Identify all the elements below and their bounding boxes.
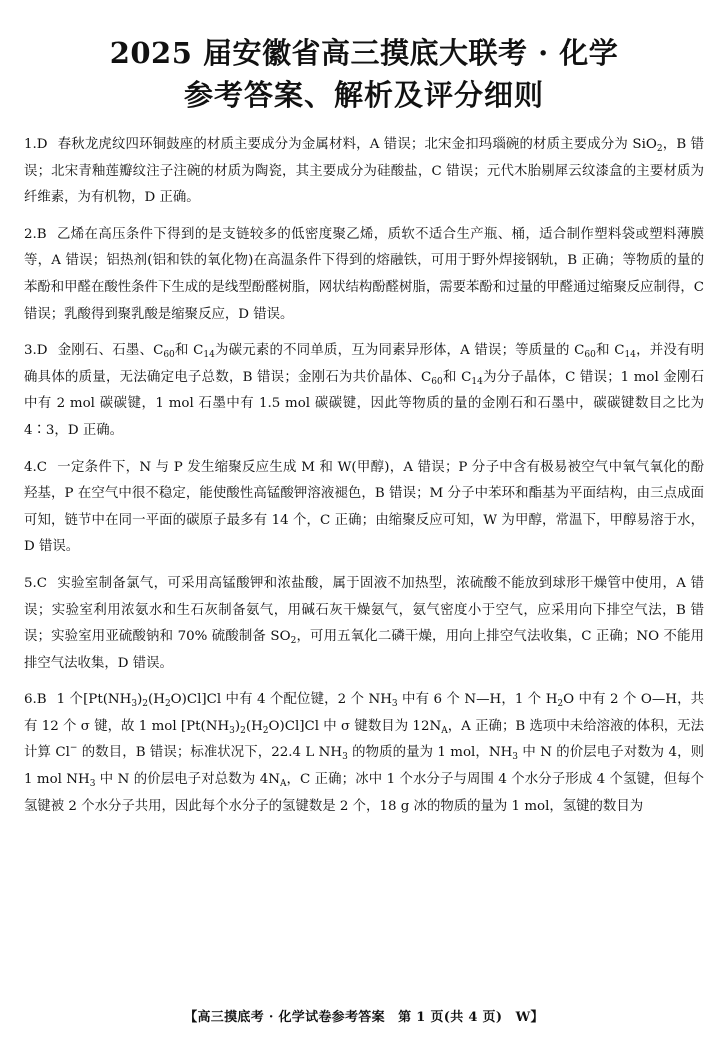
page-footer: 【高三摸底考 · 化学试卷参考答案 第 1 页(共 4 页) W】 [184, 1010, 544, 1025]
answer-item-5: 5.C 实验室制备氯气，可采用高锰酸钾和浓盐酸，属于固液不加热型，浓硫酸不能放到球形干燥管中使用，A 错误；实验室利用浓氨水和生石灰制备氨气，用碱石灰干燥氨气，氨气密度小于空气，应采用向下排空气法，B 错误；实验室用亚硫酸钠和 70% 硫酸制备 $SO_2$，可用五氧化二磷干燥，用向上排空气法收集，C 正确；NO 不能用排空气法收集，D 错误。 [24, 575, 704, 671]
answer-number: 5.C [24, 575, 48, 591]
answer-item-1: 1.D 春秋龙虎纹四环铜鼓座的材质主要成分为金属材料，A 错误；北宋金扣玛瑙碗的材质主要成分为 SiO$_2$，B 错误；北宋青釉莲瓣纹注子注碗的材质为陶瓷，其主要成分为硅酸盐，C 错误；元代木胎剔犀云纹漆盒的主要材质为纤维素，为有机物，D 正确。 [24, 137, 704, 206]
answer-number: 6.B [24, 692, 47, 708]
answer-number: 1.D [24, 137, 48, 152]
page-title: 2025 届安徽省高三摸底大联考 · 化学 [109, 36, 619, 70]
answer-explanation: 一定条件下，N 与 P 发生缩聚反应生成 M 和 W(甲醇)，A 错误；P 分子中含有极易被空气中氧气氧化的酚羟基，P 在空气中很不稳定，能使酸性高锰酸钾溶液褪色，B 错误；M 分子中苯环和酯基为平面结构，由三点成面可知，链节中在同一平面的碳原子最多有 14 个，C 正确；由缩聚反应可知，W 为甲醇，常温下，甲醇易溶于水，D 错误。 [24, 459, 704, 555]
answer-item-3: 3.D 金刚石、石墨、$C_{60}$和 $C_{14}$为碳元素的不同单质，互为同素异形体，A 错误；等质量的 $C_{60}$和 $C_{14}$，并没有明确具体的质量，无法确定电子总数，B 错误；金刚石为共价晶体、$C_{60}$和 $C_{14}$为分子晶体，C 错误；1 mol 金刚石中有 2 mol 碳碳键，1 mol 石墨中有 1.5 mol 碳碳键，因此等物质的量的金刚石和石墨中，碳碳键数目之比为 4∶3，D 正确。 [24, 343, 704, 438]
answer-item-4 [24, 455, 704, 561]
answer-explanation: 乙烯在高压条件下得到的是支链较多的低密度聚乙烯，质软不适合生产瓶、桶，适合制作塑料袋或塑料薄膜等，A 错误；铝热剂(铝和铁的氧化物)在高温条件下得到的熔融铁，可用于野外焊接钢轨，B 正确；等物质的量的苯酚和甲醛在酸性条件下生成的是线型酚醛树脂，网状结构酚醛树脂，需要苯酚和过量的甲醛通过缩聚反应制得，C 错误；乳酸得到聚乳酸是缩聚反应，D 错误。 [24, 226, 704, 322]
answer-list [24, 132, 704, 830]
answer-number: 2.B [24, 226, 47, 242]
answer-item-2 [24, 222, 704, 328]
answer-number: 3.D [24, 343, 48, 359]
answer-item-6: 6.B 1 个$[Pt(NH_3)_2(H_2O)Cl]Cl$ 中有 4 个配位键，2 个 $NH_3$ 中有 6 个 N—H，1 个 $H_2O$ 中有 2 个 O—H，共有 12 个 σ 键，故 1 mol $[Pt(NH_3)_2(H_2O)Cl]Cl$ 中 σ 键数目为 $12N_A$，A 正确；B 选项中未给溶液的体积，无法计算 Cl− 的数目，B 错误；标准状况下，22.4 L $NH_3$ 的物质的量为 1 mol，$NH_3$ 中 N 的价层电子对数为 4，则 1 mol $NH_3$ 中 N 的价层电子对总数为 $4N_A$，C 正确；冰中 1 个水分子与周围 4 个水分子形成 4 个氢键，但每个氢键被 2 个水分子共用，因此每个水分子的氢键数是 2 个，18 g 冰的物质的量为 1 mol，氢键的数目为 [24, 692, 705, 814]
answer-number: 4.C [24, 459, 48, 475]
page-subtitle: 参考答案、解析及评分细则 [183, 78, 544, 112]
